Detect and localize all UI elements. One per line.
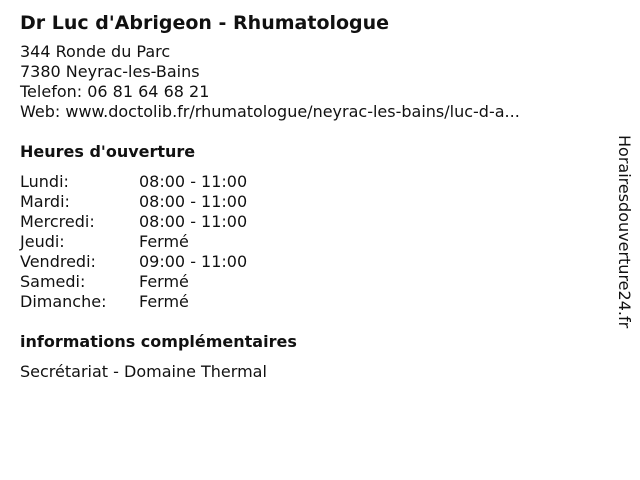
- hours-row-saturday: [20, 272, 600, 292]
- day-label: Samedi:: [20, 272, 86, 291]
- site-watermark: Horairesdouverture24.fr: [615, 135, 634, 329]
- hours-row-friday: [20, 252, 600, 272]
- hours-row-thursday: [20, 232, 600, 252]
- hours-row-monday: [20, 172, 600, 192]
- street-address: 344 Ronde du Parc: [20, 42, 171, 61]
- city-address: 7380 Neyrac-les-Bains: [20, 62, 200, 81]
- day-label: Dimanche:: [20, 292, 107, 311]
- hours-row-tuesday: [20, 192, 600, 212]
- additional-info-text: Secrétariat - Domaine Thermal: [20, 362, 267, 381]
- opening-hours-heading: Heures d'ouverture: [20, 142, 196, 161]
- contact-block: [20, 42, 600, 122]
- phone-number: Telefon: 06 81 64 68 21: [20, 82, 210, 101]
- hours-row-wednesday: [20, 212, 600, 232]
- day-label: Vendredi:: [20, 252, 96, 271]
- additional-info-heading: informations complémentaires: [20, 332, 297, 351]
- day-label: Mardi:: [20, 192, 70, 211]
- time-value: 08:00 - 11:00: [139, 192, 248, 211]
- opening-hours-table: [20, 172, 600, 312]
- doctor-title: Dr Luc d'Abrigeon - Rhumatologue: [20, 12, 390, 34]
- day-label: Jeudi:: [20, 232, 65, 251]
- time-value: 08:00 - 11:00: [139, 172, 248, 191]
- website-link[interactable]: Web: www.doctolib.fr/rhumatologue/neyrac-les-bains/luc-d-a...: [20, 102, 520, 121]
- time-value: 09:00 - 11:00: [139, 252, 248, 271]
- time-value: Fermé: [139, 272, 189, 291]
- hours-row-sunday: [20, 292, 600, 312]
- time-value: Fermé: [139, 292, 189, 311]
- day-label: Mercredi:: [20, 212, 95, 231]
- listing-card: [20, 10, 600, 382]
- time-value: 08:00 - 11:00: [139, 212, 248, 231]
- time-value: Fermé: [139, 232, 189, 251]
- day-label: Lundi:: [20, 172, 69, 191]
